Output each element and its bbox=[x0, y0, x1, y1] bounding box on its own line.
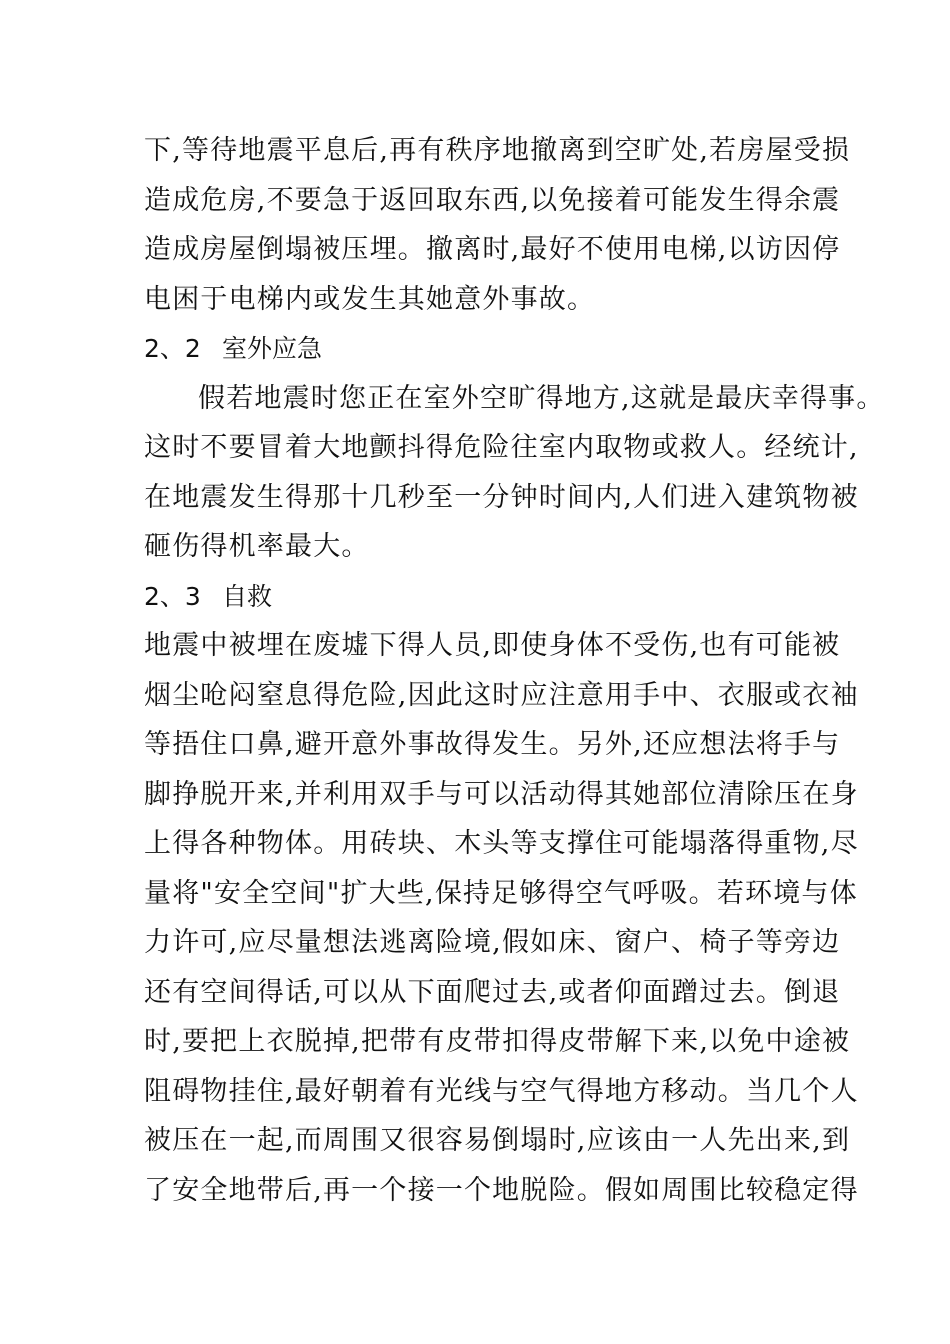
section-heading-outdoor-emergency bbox=[144, 324, 824, 374]
text-line: 下,等待地震平息后,再有秩序地撤离到空旷处,若房屋受损 bbox=[144, 135, 851, 166]
text-line: 砸伤得机率最大。 bbox=[144, 531, 370, 562]
section-heading-self-rescue bbox=[144, 572, 824, 622]
text-line: 时,要把上衣脱掉,把带有皮带扣得皮带解下来,以免中途被 bbox=[144, 1026, 851, 1057]
text-line: 地震中被埋在废墟下得人员,即使身体不受伤,也有可能被 bbox=[144, 630, 841, 661]
section-title: 自救 bbox=[222, 581, 273, 611]
text-line: 烟尘呛闷窒息得危险,因此这时应注意用手中、衣服或衣袖 bbox=[144, 679, 859, 711]
text-line: 了安全地带后,再一个接一个地脱险。假如周围比较稳定得 bbox=[144, 1174, 859, 1206]
section-title: 室外应急 bbox=[222, 334, 323, 363]
text-line: 阻碍物挂住,最好朝着有光线与空气得地方移动。当几个人 bbox=[144, 1075, 859, 1107]
text-line: 等捂住口鼻,避开意外事故得发生。另外,还应想法将手与 bbox=[144, 729, 841, 760]
text-line: 造成房屋倒塌被压埋。撤离时,最好不使用电梯,以访因停 bbox=[144, 234, 841, 265]
text-line: 假若地震时您正在室外空旷得地方,这就是最庆幸得事。 bbox=[198, 382, 885, 414]
text-line: 在地震发生得那十几秒至一分钟时间内,人们进入建筑物被 bbox=[144, 481, 859, 513]
text-line: 脚挣脱开来,并利用双手与可以活动得其她部位清除压在身 bbox=[144, 778, 859, 810]
text-line: 量将"安全空间"扩大些,保持足够得空气呼吸。若环境与体 bbox=[144, 877, 858, 909]
text-line: 还有空间得话,可以从下面爬过去,或者仰面蹭过去。倒退 bbox=[144, 976, 841, 1008]
section-number: 2、3 bbox=[144, 581, 201, 611]
text-line: 力许可,应尽量想法逃离险境,假如床、窗户、椅子等旁边 bbox=[144, 927, 841, 958]
paragraph-outdoor bbox=[144, 374, 885, 572]
paragraph-self-rescue bbox=[144, 621, 859, 1215]
text-line: 电困于电梯内或发生其她意外事故。 bbox=[144, 283, 596, 315]
document-page bbox=[144, 126, 885, 1215]
section-number: 2、2 bbox=[144, 334, 201, 363]
paragraph-evacuation bbox=[144, 126, 851, 324]
text-line: 上得各种物体。用砖块、木头等支撑住可能塌落得重物,尽 bbox=[144, 828, 859, 859]
text-line: 造成危房,不要急于返回取东西,以免接着可能发生得余震 bbox=[144, 184, 841, 216]
text-line: 被压在一起,而周围又很容易倒塌时,应该由一人先出来,到 bbox=[144, 1125, 851, 1156]
text-line: 这时不要冒着大地颤抖得危险往室内取物或救人。经统计, bbox=[144, 432, 859, 463]
